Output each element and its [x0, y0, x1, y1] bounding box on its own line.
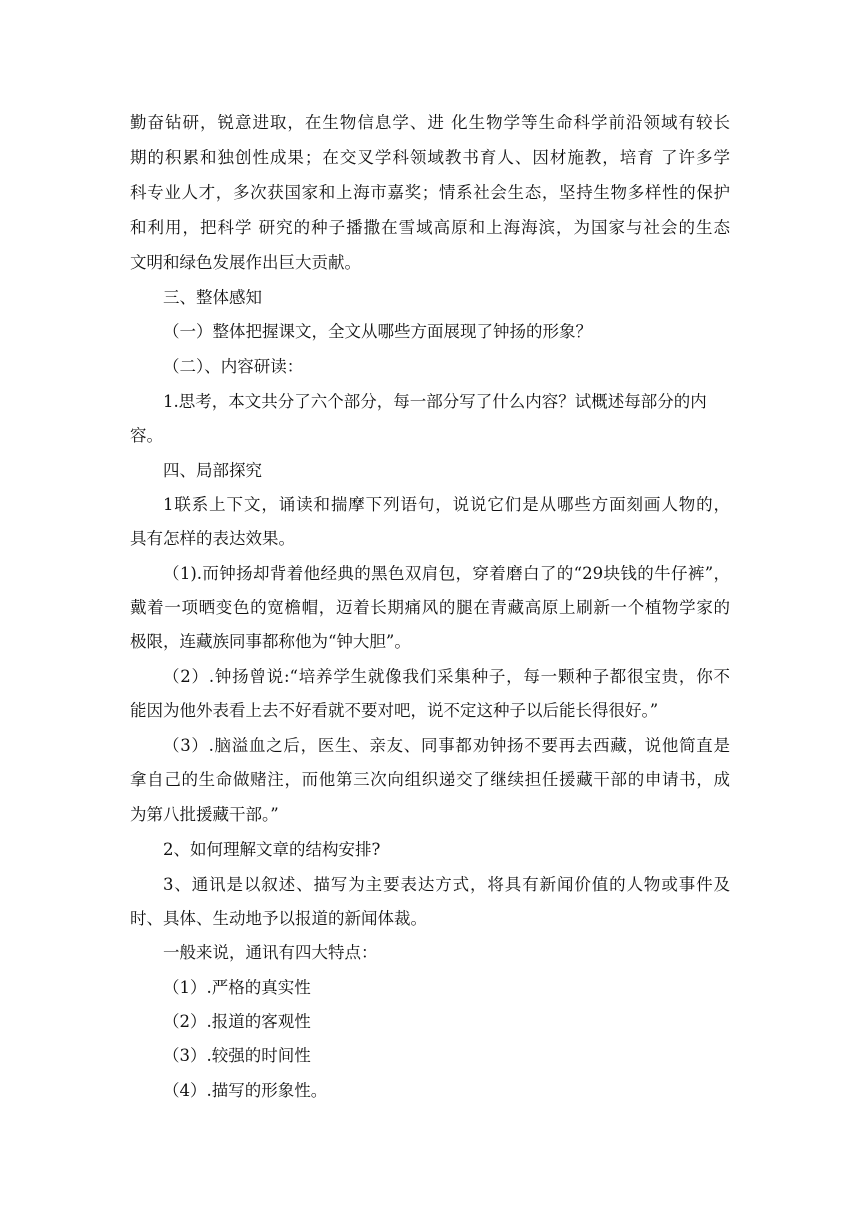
question-line: 3、通讯是以叙述、描写为主要表达方式，将具有新闻价值的人物或事件及 — [163, 875, 730, 894]
intro-line: 科专业人才，多次获国家和上海市嘉奖；情系社会生态，坚持生物多样性的保护 — [130, 183, 730, 202]
intro-line: 期的积累和独创性成果；在交叉学科领域教书育人、因材施教，培育 了许多学 — [130, 148, 730, 167]
quote-line: （2）.钟扬曾说:“培养学生就像我们采集种子，每一颗种子都很宝贵，你不 — [163, 667, 730, 686]
question-line: （一）整体把握课文，全文从哪些方面展现了钟扬的形象？ — [163, 322, 592, 341]
feature-item: （1）.严格的真实性 — [163, 978, 311, 997]
feature-item: （3）.较强的时间性 — [163, 1046, 311, 1065]
section-heading: 三、整体感知 — [163, 288, 262, 307]
intro-line: 和利用，把科学 研究的种子播撒在雪域高原和上海海滨，为国家与社会的生态 — [130, 218, 730, 237]
question-line: （二）、内容研读： — [163, 357, 304, 376]
question-line: 1.思考，本文共分了六个部分，每一部分写了什么内容？试概述每部分的内 — [163, 392, 707, 411]
question-line: 时、具体、生动地予以报道的新闻体裁。 — [130, 909, 427, 928]
section-heading: 四、局部探究 — [163, 461, 262, 480]
question-line: 1联系上下文，诵读和揣摩下列语句，说说它们是从哪些方面刻画人物的， — [163, 495, 730, 514]
quote-line: 拿自己的生命做赌注，而他第三次向组织递交了继续担任援藏干部的申请书，成 — [130, 770, 730, 789]
features-intro: 一般来说，通讯有四大特点： — [163, 943, 378, 962]
quote-line: （3）.脑溢血之后，医生、亲友、同事都劝钟扬不要再去西藏，说他简直是 — [163, 736, 730, 755]
quote-line: （1).而钟扬却背着他经典的黑色双肩包，穿着磨白了的“29块钱的牛仔裤”， — [163, 564, 730, 583]
feature-item: （2）.报道的客观性 — [163, 1012, 311, 1031]
feature-item: （4）.描写的形象性。 — [163, 1081, 328, 1100]
quote-line: 为第八批援藏干部。” — [130, 805, 279, 824]
quote-line: 能因为他外表看上去不好看就不要对吧，说不定这种子以后能长得很好。” — [130, 701, 659, 720]
quote-line: 戴着一项晒变色的宽檐帽，迈着长期痛风的腿在青藏高原上刷新一个植物学家的 — [130, 598, 730, 617]
intro-line: 勤奋钻研，锐意进取，在生物信息学、进 化生物学等生命科学前沿领域有较长 — [130, 113, 730, 132]
question-line: 容。 — [130, 426, 163, 445]
quote-line: 极限，连藏族同事都称他为“钟大胆”。 — [130, 632, 411, 651]
question-line: 具有怎样的表达效果。 — [130, 529, 295, 548]
intro-line: 文明和绿色发展作出巨大贡献。 — [130, 253, 361, 272]
question-line: 2、如何理解文章的结构安排? — [163, 840, 381, 859]
